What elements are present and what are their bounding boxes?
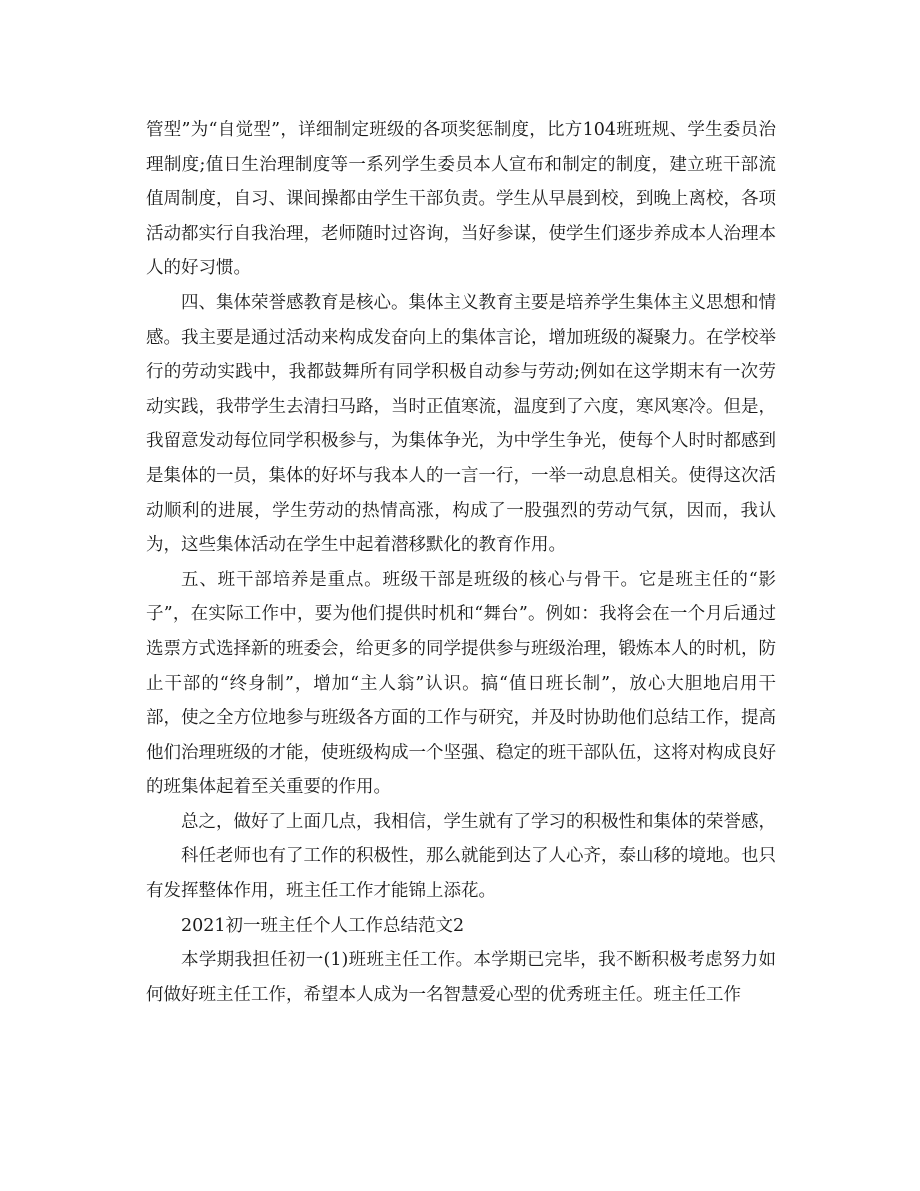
paragraph-new-section-intro: 本学期我担任初一(1)班班主任工作。本学期已完毕，我不断积极考虑努力如何做好班主任工作，希望本人成为一名智慧爱心型的优秀班主任。班主任工作 [146, 950, 776, 1005]
document-body [146, 113, 776, 1012]
paragraph-collective-honor: 四、集体荣誉感教育是核心。集体主义教育主要是培养学生集体主义思想和情感。我主要是通过活动来构成发奋向上的集体言论，增加班级的凝聚力。在学校举行的劳动实践中，我都鼓舞所有同学积极自动参与劳动;例如在这学期末有一次劳动实践，我带学生去清扫马路，当时正值寒流，温度到了六度，寒风寒冷。但是，我留意发动每位同学积极参与，为集体争光，为中学生争光，使每个人时时都感到是集体的一员，集体的好坏与我本人的一言一行，一举一动息息相关。使得这次活动顺利的进展，学生劳动的热情高涨，构成了一股强烈的劳动气氛，因而，我认为，这些集体活动在学生中起着潜移默化的教育作用。 [146, 292, 776, 556]
paragraph-summary-continued: 科任老师也有了工作的积极性，那么就能到达了人心齐，泰山移的境地。也只有发挥整体作用，班主任工作才能锦上添花。 [146, 846, 776, 902]
paragraph-class-cadres: 五、班干部培养是重点。班级干部是班级的核心与骨干。它是班主任的“影子”，在实际工作中，要为他们提供时机和“舞台”。例如：我将会在一个月后通过选票方式选择新的班委会，给更多的同学提供参与班级治理，锻炼本人的时机，防止干部的“终身制”，增加“主人翁”认识。搞“值日班长制”，放心大胆地启用干部，使之全方位地参与班级各方面的工作与研究，并及时协助他们总结工作，提高他们治理班级的才能，使班级构成一个坚强、稳定的班干部队伍，这将对构成良好的班集体起着至关重要的作用。 [146, 569, 776, 798]
paragraph-class-management: 管型”为“自觉型”，详细制定班级的各项奖惩制度，比方104班班规、学生委员治理制度;值日生治理制度等一系列学生委员本人宣布和制定的制度，建立班干部流值周制度，自习、课间操都由学生干部负责。学生从早晨到校，到晚上离校，各项活动都实行自我治理，老师随时过咨询，当好参谋，使学生们逐步养成本人治理本人的好习惯。 [146, 120, 776, 279]
paragraph-summary: 总之，做好了上面几点，我相信，学生就有了学习的积极性和集体的荣誉感， [181, 811, 776, 832]
section-heading: 2021初一班主任个人工作总结范文2 [181, 915, 465, 936]
